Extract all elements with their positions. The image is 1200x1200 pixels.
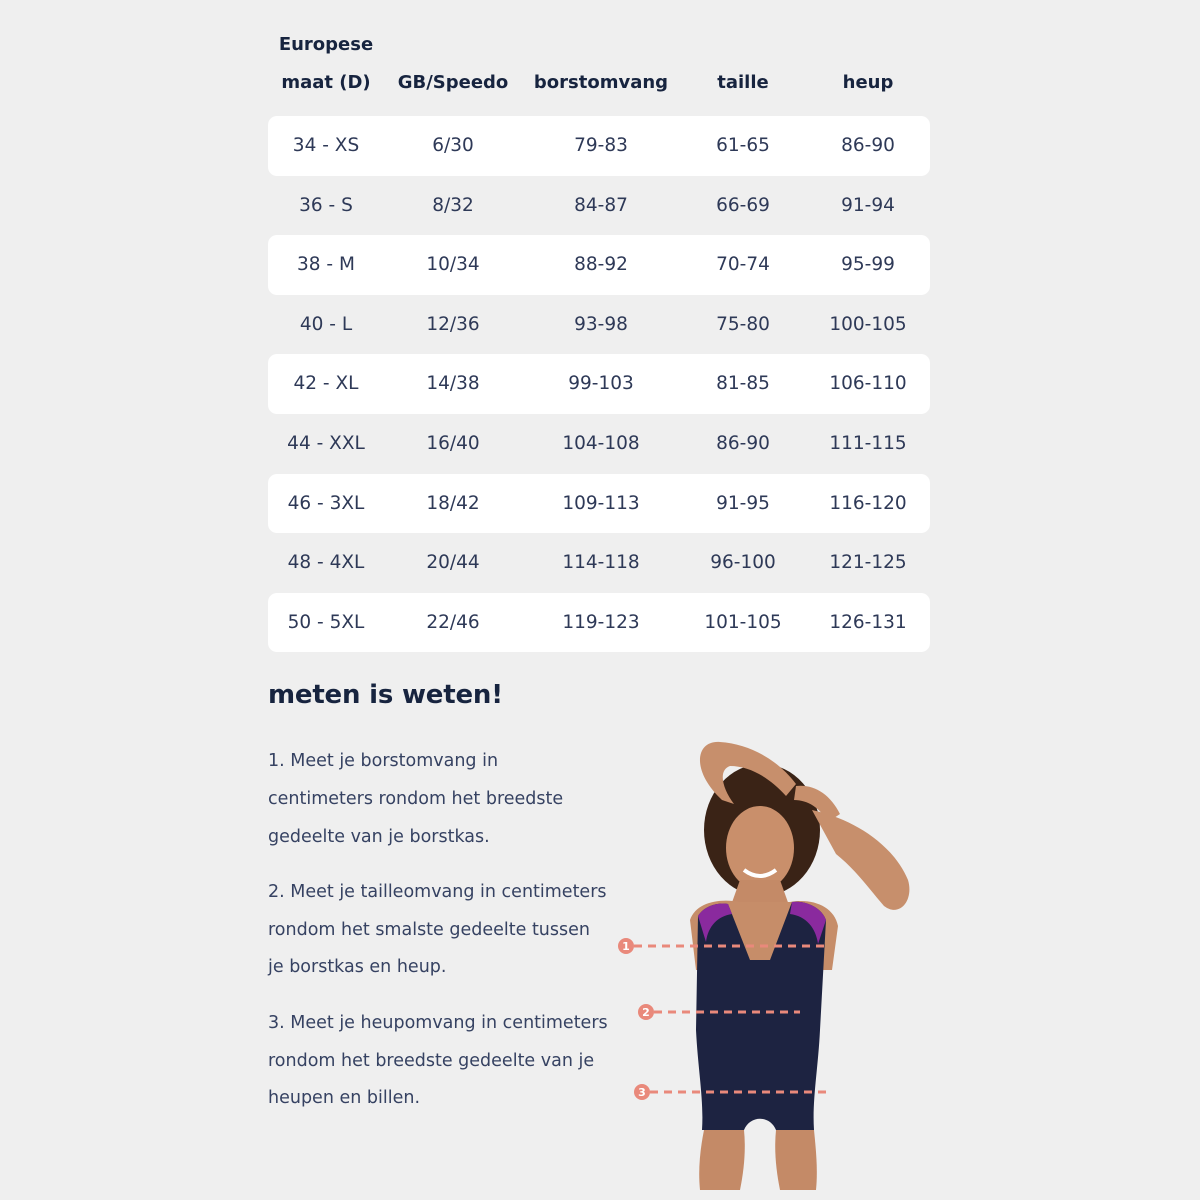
cell-gb-speedo: 6/30 xyxy=(432,135,474,156)
cell-european-size: 44 - XXL xyxy=(287,432,365,454)
table-row xyxy=(268,533,930,593)
cell-waist: 81-85 xyxy=(716,373,770,395)
cell-bust: 99-103 xyxy=(568,373,634,395)
marker-3-label: 3 xyxy=(638,1086,646,1099)
table-row xyxy=(268,474,930,534)
step-bust: 1. Meet je borstomvang in centimeters rondom het breedste gedeelte van je borstkas. xyxy=(268,751,564,847)
cell-european-size: 46 - 3XL xyxy=(287,492,365,514)
cell-waist: 91-95 xyxy=(716,492,770,514)
model-figure xyxy=(600,730,960,1190)
cell-european-size: 48 - 4XL xyxy=(287,552,365,574)
cell-gb-speedo: 18/42 xyxy=(426,492,480,514)
cell-hip: 121-125 xyxy=(829,552,907,574)
step-waist: 2. Meet je tailleomvang in centimeters rondom het smalste gedeelte tussen je borstkas en heup. xyxy=(268,881,607,978)
cell-waist: 86-90 xyxy=(716,432,770,454)
table-header xyxy=(268,36,930,116)
cell-european-size: 38 - M xyxy=(297,254,355,276)
cell-european-size: 34 - XS xyxy=(292,135,360,156)
table-row xyxy=(268,295,930,355)
cell-bust: 114-118 xyxy=(562,552,640,574)
header-gb-speedo: GB/Speedo xyxy=(397,72,509,93)
right-leg xyxy=(775,1130,817,1190)
header-european-size: Europese maat (D) xyxy=(278,34,374,93)
size-table xyxy=(268,36,930,652)
right-arm xyxy=(812,810,909,910)
cell-waist: 61-65 xyxy=(716,135,770,156)
cell-gb-speedo: 8/32 xyxy=(432,194,474,216)
cell-hip: 100-105 xyxy=(829,313,907,335)
cell-gb-speedo: 12/36 xyxy=(426,313,480,335)
cell-gb-speedo: 20/44 xyxy=(426,552,480,574)
marker-1-label: 1 xyxy=(622,940,630,953)
header-bust: borstomvang xyxy=(533,72,669,93)
marker-2-label: 2 xyxy=(642,1006,650,1019)
cell-bust: 119-123 xyxy=(562,611,640,633)
cell-hip: 116-120 xyxy=(829,492,907,514)
table-row xyxy=(268,176,930,236)
header-waist: taille xyxy=(717,72,769,93)
cell-european-size: 50 - 5XL xyxy=(287,611,365,633)
header-hip: heup xyxy=(842,72,894,93)
cell-bust: 109-113 xyxy=(562,492,640,514)
cell-waist: 70-74 xyxy=(716,254,770,276)
table-row xyxy=(268,116,930,176)
cell-waist: 101-105 xyxy=(704,611,782,633)
table-row xyxy=(268,235,930,295)
cell-waist: 75-80 xyxy=(716,313,770,335)
cell-hip: 111-115 xyxy=(829,432,907,454)
cell-european-size: 40 - L xyxy=(299,313,353,335)
measuring-heading: meten is weten! xyxy=(268,680,503,710)
cell-gb-speedo: 14/38 xyxy=(426,373,480,395)
cell-hip: 86-90 xyxy=(841,135,895,156)
model-illustration xyxy=(600,730,960,1190)
cell-bust: 104-108 xyxy=(562,432,640,454)
cell-gb-speedo: 16/40 xyxy=(426,432,480,454)
measuring-steps xyxy=(268,743,608,1130)
cell-bust: 93-98 xyxy=(574,313,628,335)
cell-bust: 84-87 xyxy=(574,194,628,216)
cell-gb-speedo: 10/34 xyxy=(426,254,480,276)
table-row xyxy=(268,593,930,653)
table-row xyxy=(268,414,930,474)
cell-european-size: 42 - XL xyxy=(293,373,359,395)
cell-hip: 95-99 xyxy=(841,254,895,276)
cell-hip: 106-110 xyxy=(829,373,907,395)
table-row xyxy=(268,354,930,414)
cell-gb-speedo: 22/46 xyxy=(426,611,480,633)
left-leg xyxy=(699,1130,745,1190)
cell-hip: 126-131 xyxy=(829,611,907,633)
cell-waist: 66-69 xyxy=(716,194,770,216)
step-hip: 3. Meet je heupomvang in centimeters rondom het breedste gedeelte van je heupen en billen. xyxy=(268,1012,608,1109)
cell-hip: 91-94 xyxy=(841,194,895,216)
cell-waist: 96-100 xyxy=(710,552,776,574)
cell-bust: 88-92 xyxy=(574,254,628,276)
cell-european-size: 36 - S xyxy=(299,194,353,216)
cell-bust: 79-83 xyxy=(574,135,628,156)
